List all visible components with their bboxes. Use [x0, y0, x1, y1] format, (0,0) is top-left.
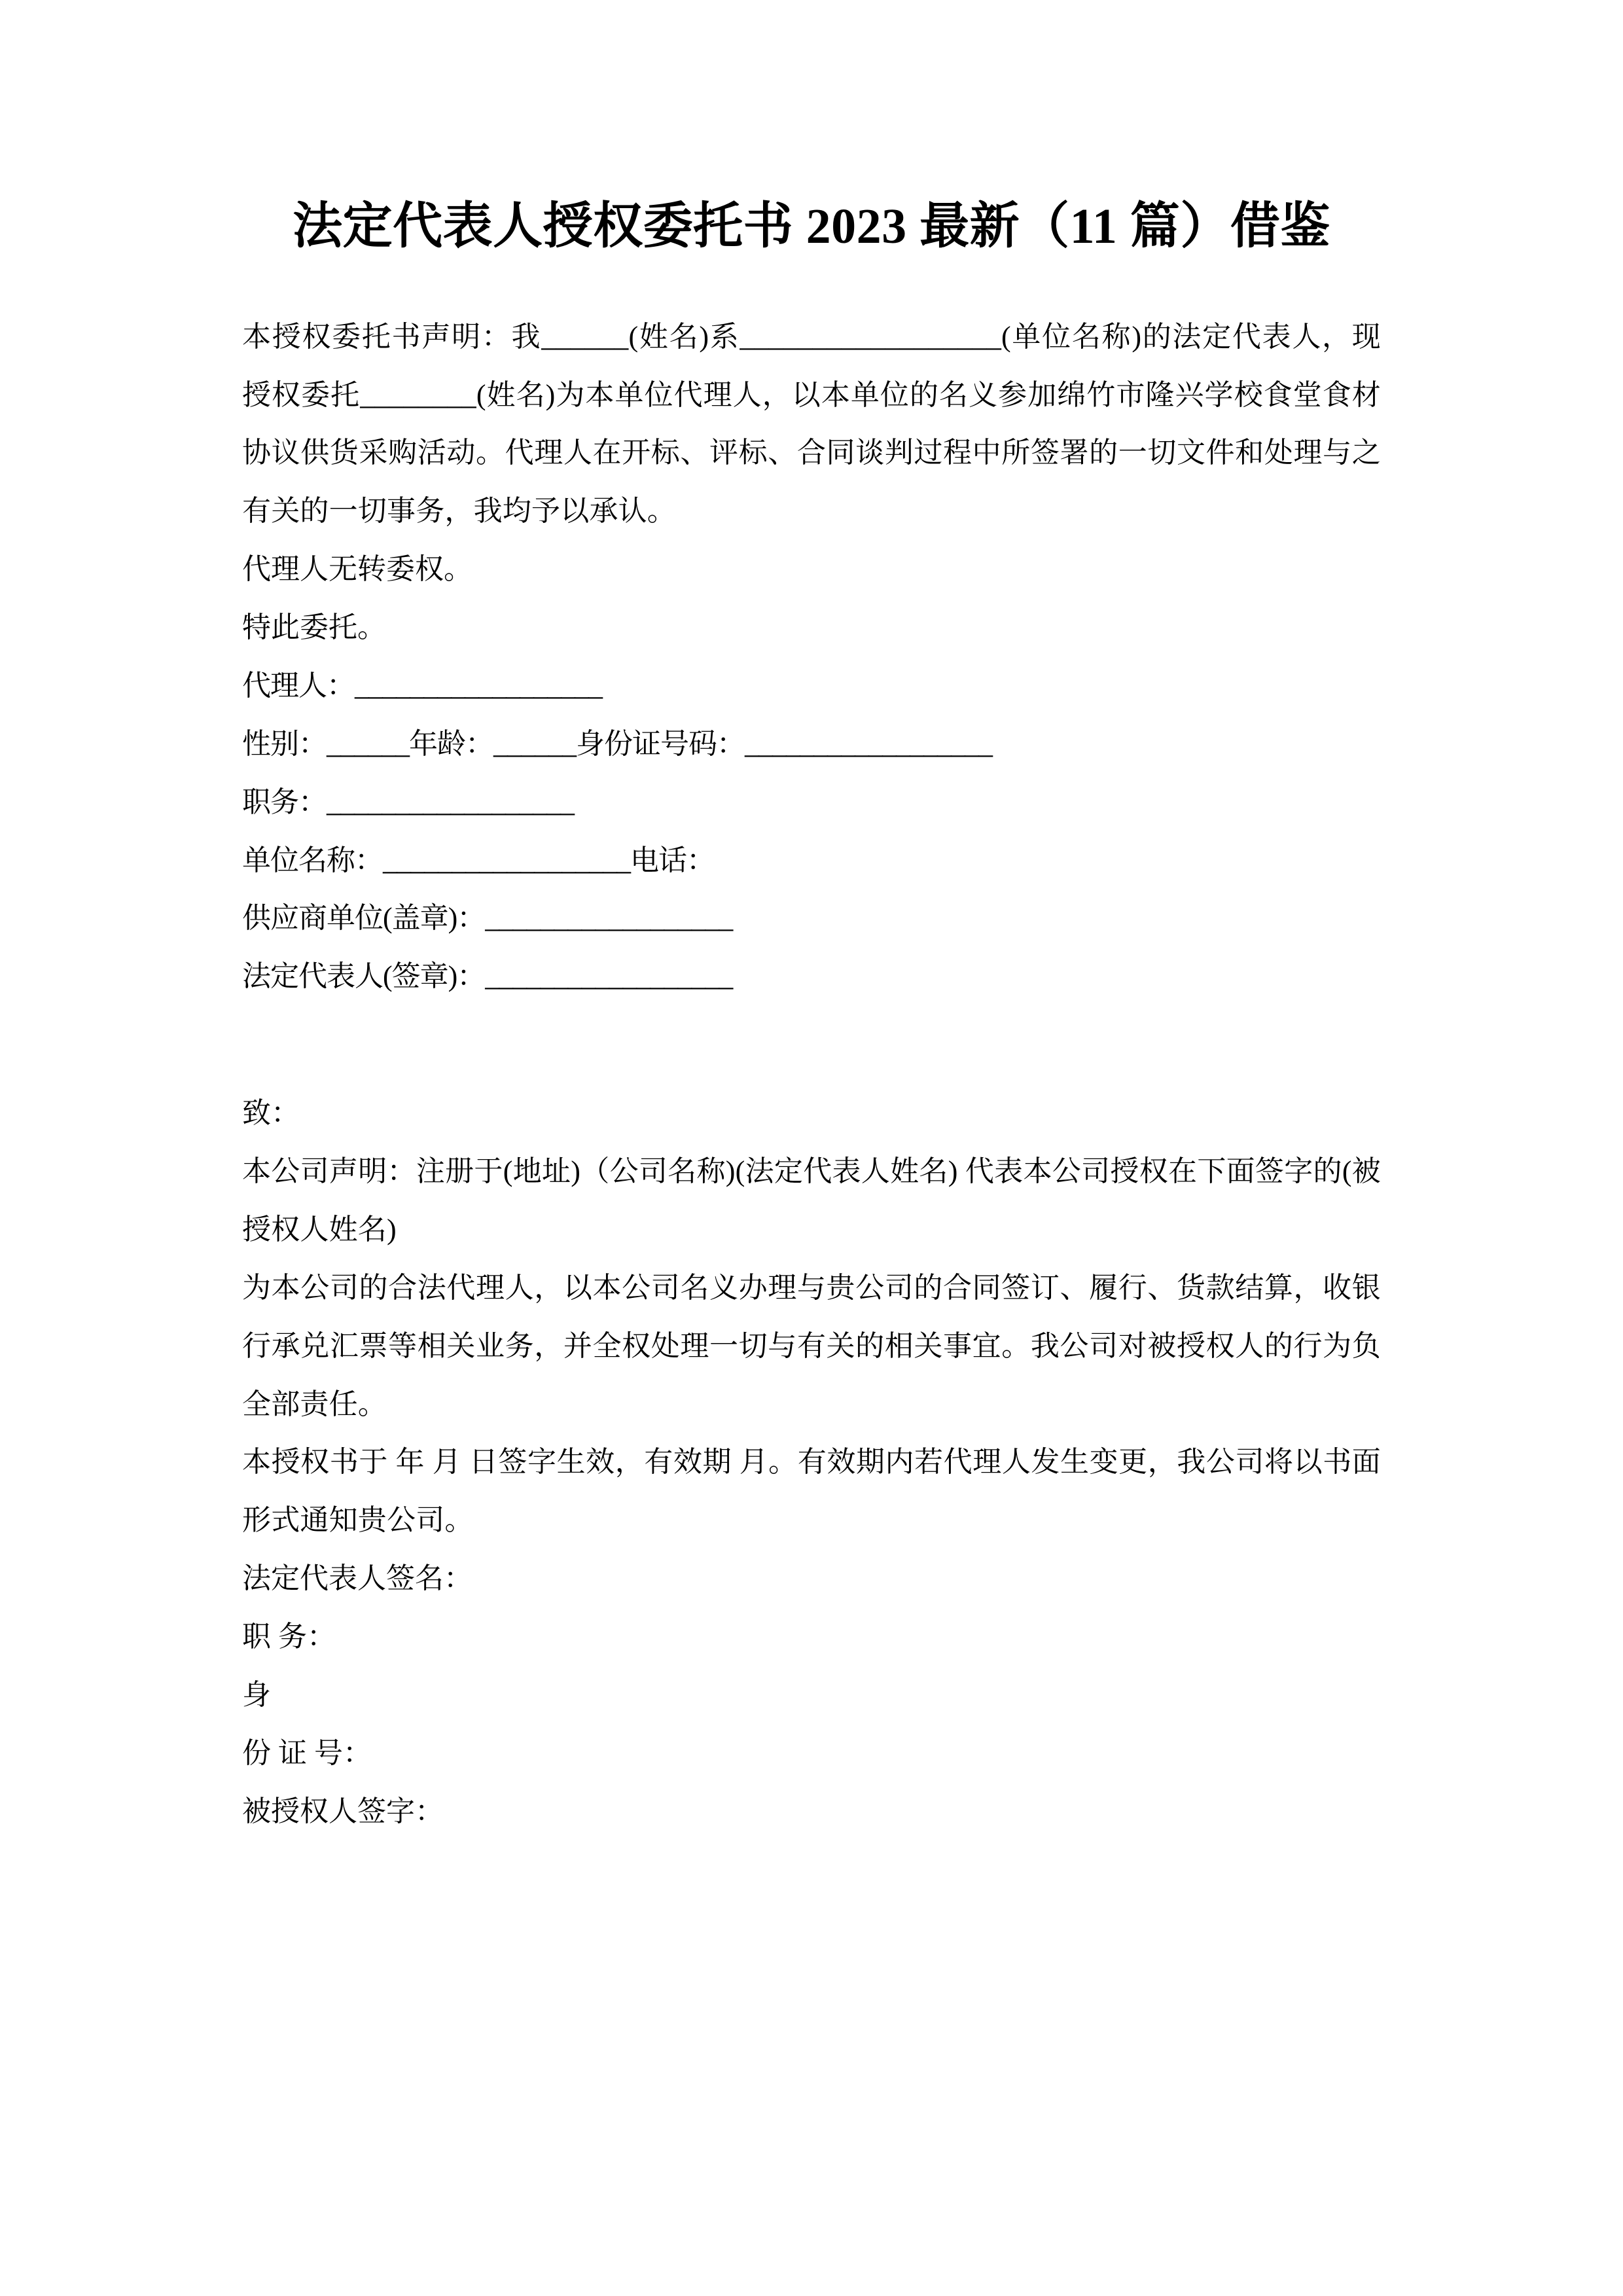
section2-paragraph-3: 本授权书于 年 月 日签字生效，有效期 月。有效期内若代理人发生变更，我公司将以书面形式通知贵公司。 [242, 1446, 1381, 1537]
document-body [242, 308, 1381, 1841]
field-agent-name: 代理人：__________________ [242, 669, 602, 702]
section1-hereby-entrust-line: 特此委托。 [242, 611, 386, 644]
field-authorized-person-signature: 被授权人签字： [242, 1795, 444, 1827]
field-id-number-line2: 份 证 号： [242, 1736, 372, 1769]
section1-no-subdelegate-line: 代理人无转委权。 [242, 553, 473, 586]
field-legal-representative-seal: 法定代表人(签章)：__________________ [242, 960, 733, 993]
section1-paragraph-1: 本授权委托书声明：我______(姓名)系__________________(单位名称)的法定代表人，现授权委托________(姓名)为本单位代理人，以本单位的名义参加绵竹市隆兴学校食堂食材协议供货采购活动。代理人在开标、评标、合同谈判过程中所签署的一切文件和处理与之有关的一切事务，我均予以承认。 [242, 320, 1381, 528]
page-title: 法定代表人授权委托书 2023 最新（11 篇）借鉴 [293, 199, 1330, 254]
field-unit-name-phone: 单位名称：__________________电话： [242, 844, 715, 876]
field-supplier-unit-seal: 供应商单位(盖章)：__________________ [242, 902, 733, 935]
field-legal-representative-signature: 法定代表人签名： [242, 1562, 473, 1595]
section-divider-space [242, 1006, 1381, 1085]
section2-addressee: 致： [242, 1097, 300, 1130]
field-position: 职务：__________________ [242, 785, 574, 818]
section2-paragraph-1: 本公司声明：注册于(地址)（公司名称)(法定代表人姓名) 代表本公司授权在下面签字的(被授权人姓名) [242, 1155, 1381, 1246]
field-id-number-line1: 身 [242, 1678, 271, 1711]
section2-paragraph-2: 为本公司的合法代理人，以本公司名义办理与贵公司的合同签订、履行、货款结算，收银行承兑汇票等相关业务，并全权处理一切与有关的相关事宜。我公司对被授权人的行为负全部责任。 [242, 1271, 1381, 1420]
field-position-section2: 职 务： [242, 1621, 336, 1653]
field-gender-age-id: 性别：______年龄：______身份证号码：__________________ [242, 727, 992, 760]
